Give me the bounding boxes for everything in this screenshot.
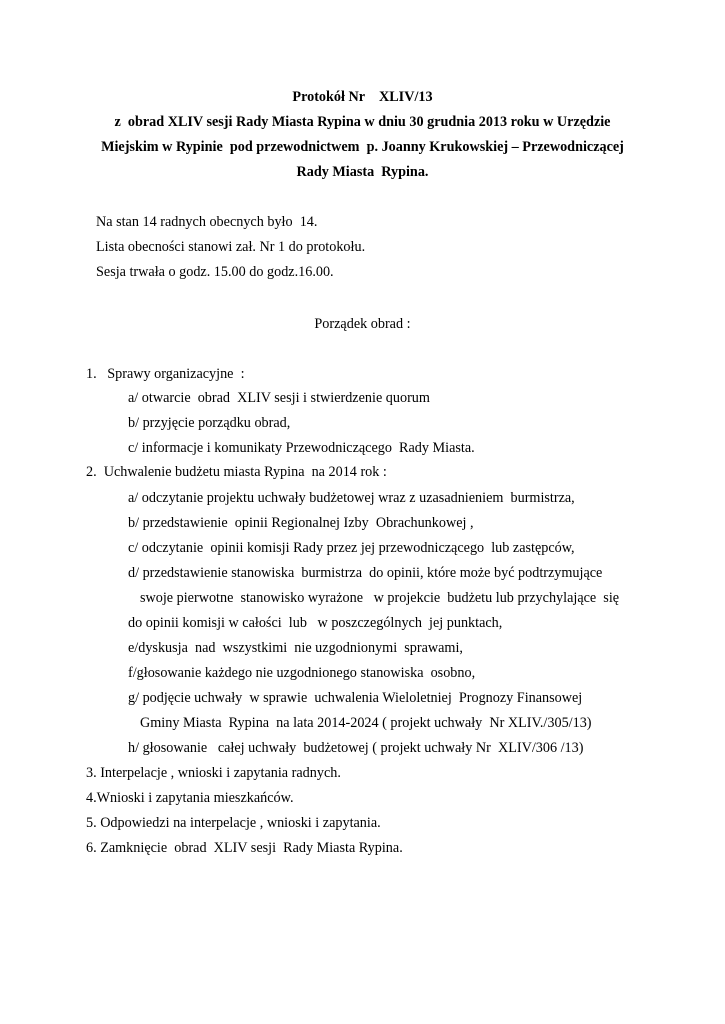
agenda-item-6: 6. Zamknięcie obrad XLIV sesji Rady Miasta Rypina. — [86, 840, 403, 856]
agenda-item-1c: c/ informacje i komunikaty Przewodniczącego Rady Miasta. — [128, 440, 475, 456]
protocol-title: Protokół Nr XLIV/13 — [292, 89, 433, 105]
agenda-item-1b: b/ przyjęcie porządku obrad, — [128, 415, 291, 431]
agenda-item-2d-line-3: do opinii komisji w całości lub w poszczególnych jej punktach, — [128, 615, 503, 631]
agenda-item-4: 4.Wnioski i zapytania mieszkańców. — [86, 790, 294, 806]
agenda-item-2e: e/dyskusja nad wszystkimi nie uzgodnionymi sprawami, — [128, 640, 463, 656]
agenda-item-2c: c/ odczytanie opinii komisji Rady przez jej przewodniczącego lub zastępców, — [128, 540, 575, 556]
agenda-item-2a: a/ odczytanie projektu uchwały budżetowej wraz z uzasadnieniem burmistrza, — [128, 490, 575, 506]
session-duration-text: Sesja trwała o godz. 15.00 do godz.16.00. — [96, 264, 334, 280]
agenda-heading: Porządek obrad : — [314, 316, 411, 332]
attendance-list-text: Lista obecności stanowi zał. Nr 1 do protokołu. — [96, 239, 366, 255]
agenda-item-2: 2. Uchwalenie budżetu miasta Rypina na 2014 rok : — [86, 464, 387, 480]
agenda-item-2h: h/ głosowanie całej uchwały budżetowej ( projekt uchwały Nr XLIV/306 /13) — [128, 740, 584, 756]
agenda-item-3: 3. Interpelacje , wnioski i zapytania radnych. — [86, 765, 341, 781]
agenda-item-1a: a/ otwarcie obrad XLIV sesji i stwierdzenie quorum — [128, 390, 430, 406]
agenda-item-2d-line-2: swoje pierwotne stanowisko wyrażone w projekcie budżetu lub przychylające się — [140, 590, 620, 606]
protocol-heading-line-1: z obrad XLIV sesji Rady Miasta Rypina w dniu 30 grudnia 2013 roku w Urzędzie — [114, 114, 611, 130]
agenda-item-1: 1. Sprawy organizacyjne : — [86, 366, 245, 382]
agenda-item-5: 5. Odpowiedzi na interpelacje , wnioski i zapytania. — [86, 815, 381, 831]
protocol-heading-line-3: Rady Miasta Rypina. — [296, 164, 429, 180]
agenda-item-2g-line-2: Gminy Miasta Rypina na lata 2014-2024 ( projekt uchwały Nr XLIV./305/13) — [140, 715, 592, 731]
agenda-item-2b: b/ przedstawienie opinii Regionalnej Izby Obrachunkowej , — [128, 515, 474, 531]
attendance-text: Na stan 14 radnych obecnych było 14. — [96, 214, 318, 230]
agenda-item-2d-line-1: d/ przedstawienie stanowiska burmistrza do opinii, które może być podtrzymujące — [128, 565, 603, 581]
protocol-heading-line-2: Miejskim w Rypinie pod przewodnictwem p. Joanny Krukowskiej – Przewodniczącej — [101, 139, 624, 155]
agenda-item-2f: f/głosowanie każdego nie uzgodnionego stanowiska osobno, — [128, 665, 476, 681]
agenda-item-2g-line-1: g/ podjęcie uchwały w sprawie uchwalenia Wieloletniej Prognozy Finansowej — [128, 690, 583, 706]
